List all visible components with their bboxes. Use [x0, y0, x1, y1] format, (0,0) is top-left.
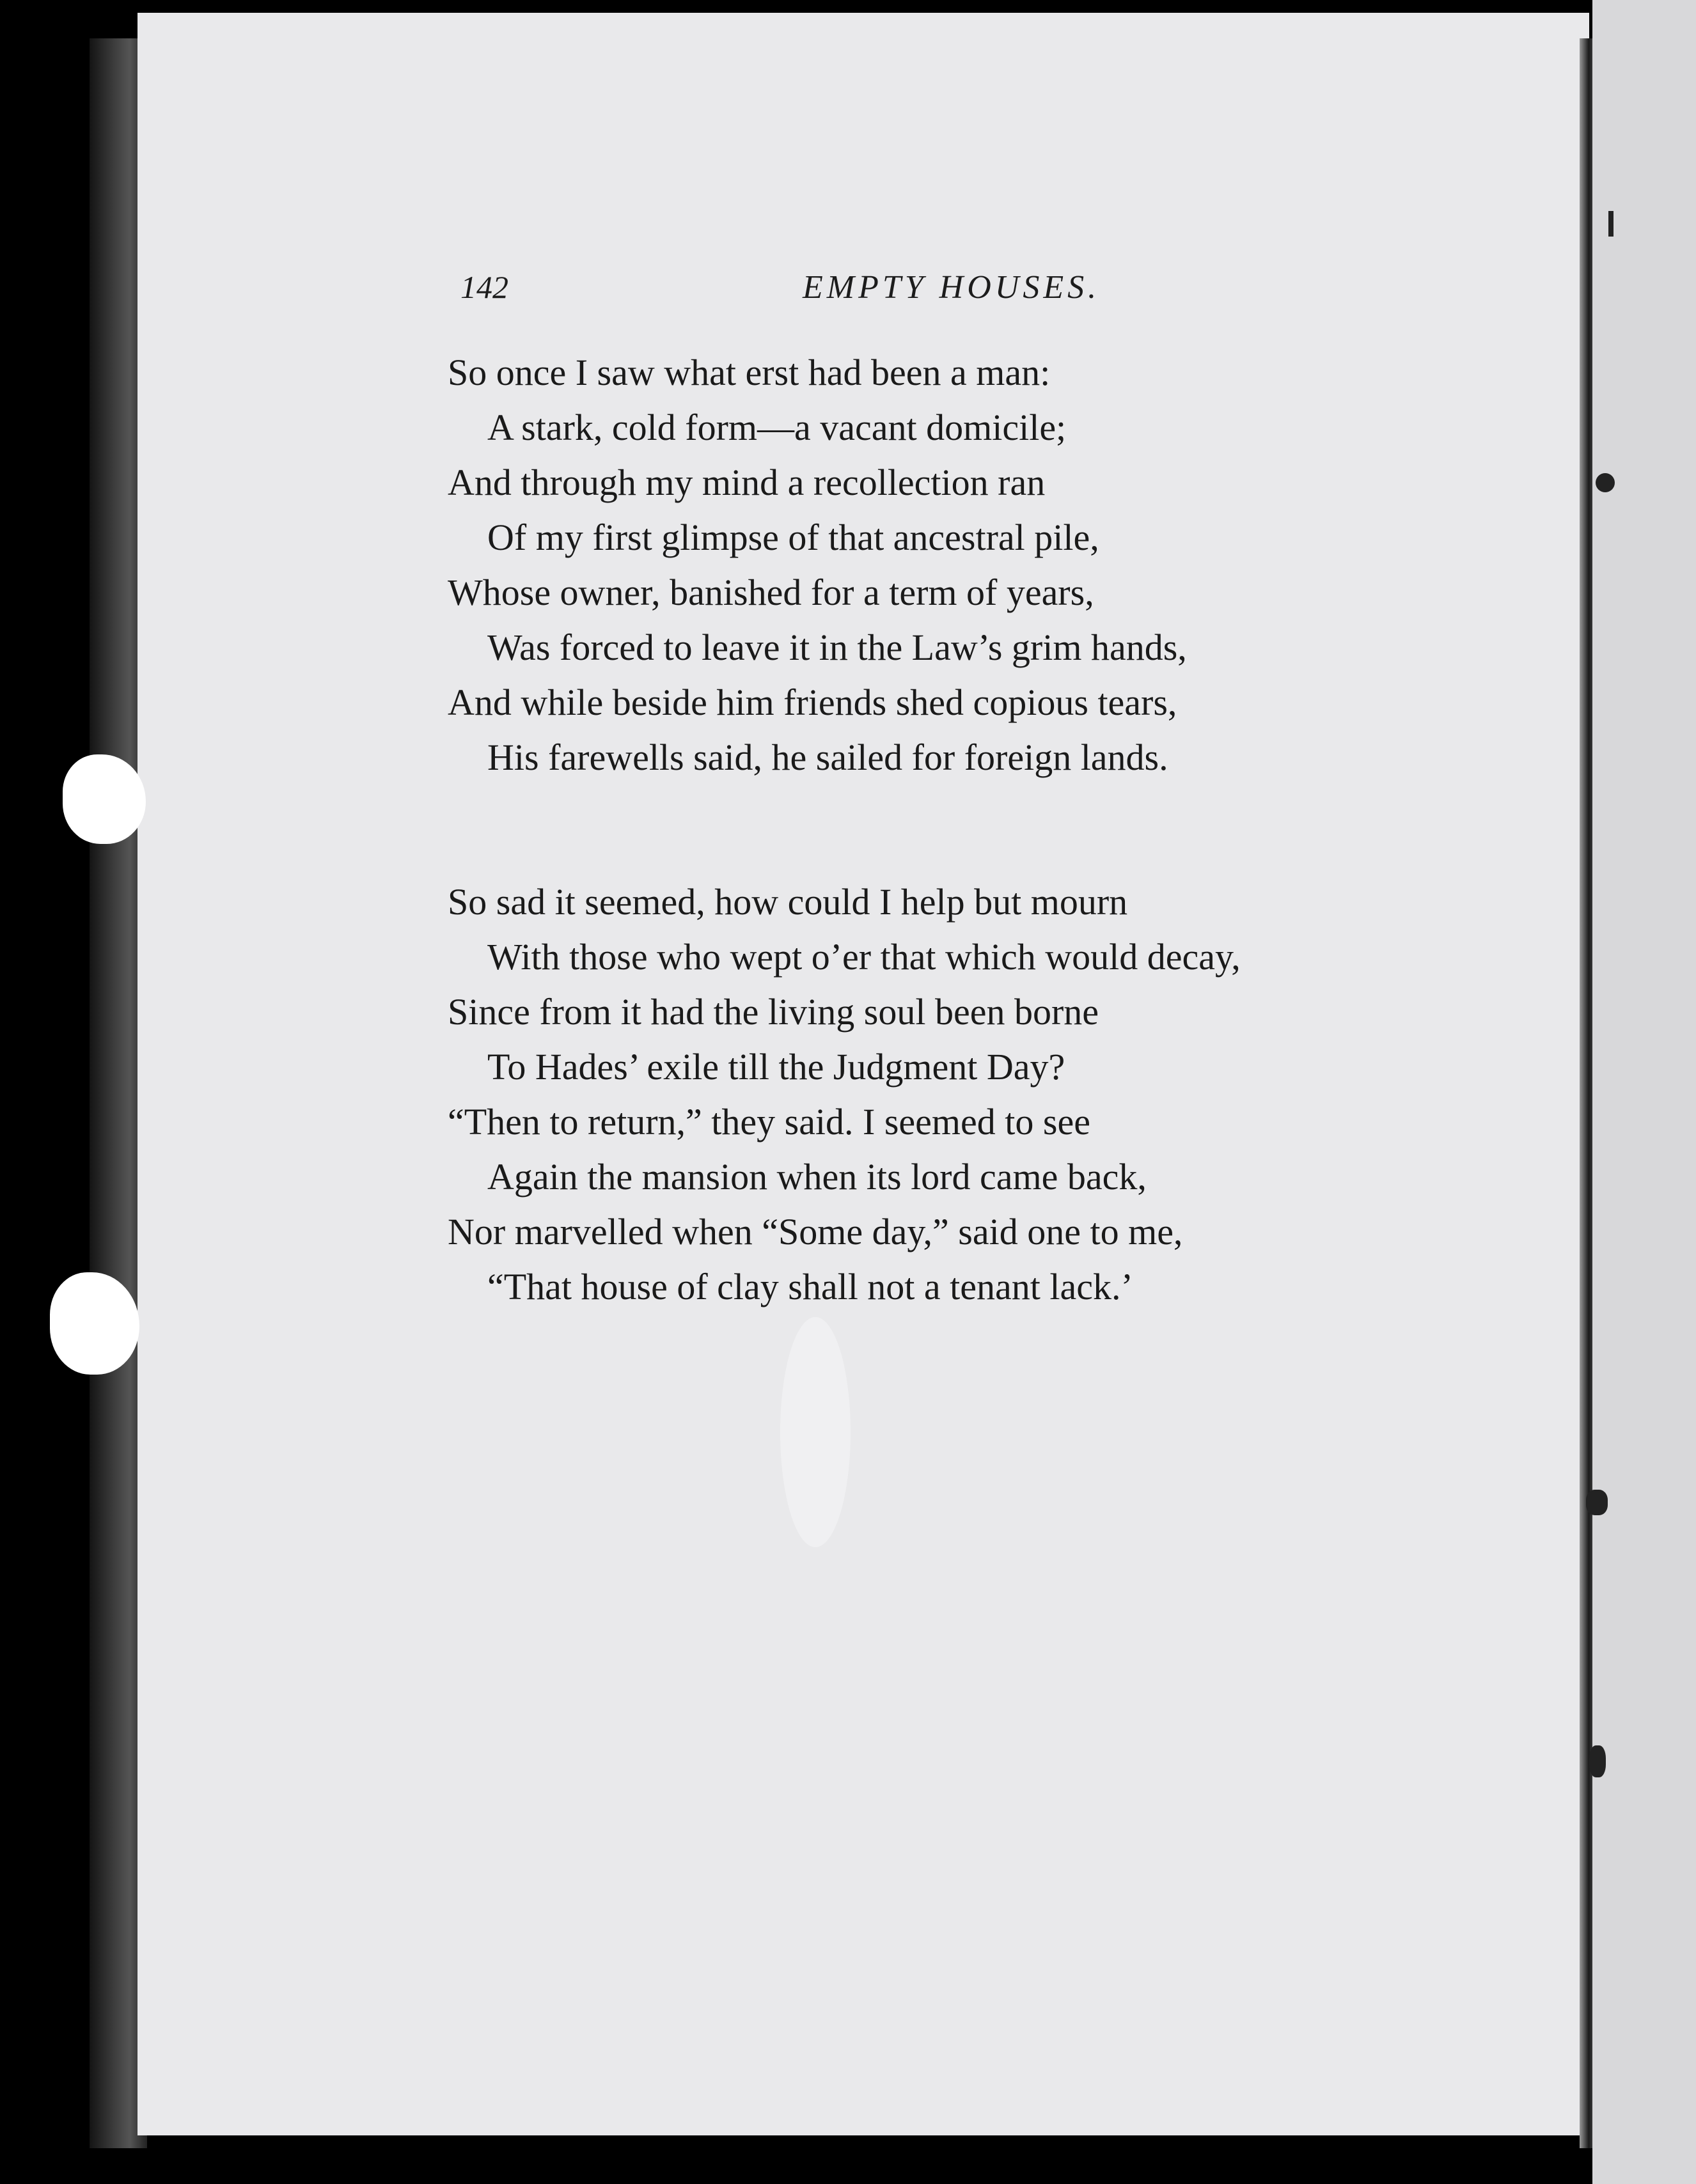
poem-line: And through my mind a recollection ran	[448, 462, 1046, 503]
poem-line: Since from it had the living soul been borne	[448, 991, 1099, 1033]
right-page-edge	[1592, 0, 1696, 2184]
poem-line: So sad it seemed, how could I help but mourn	[448, 881, 1128, 923]
poem-line: “Then to return,” they said. I seemed to see	[448, 1101, 1090, 1143]
ink-mark	[1586, 1490, 1608, 1515]
poem-line: Of my first glimpse of that ancestral pile,	[487, 517, 1099, 558]
poem-line: Nor marvelled when “Some day,” said one to me,	[448, 1211, 1183, 1252]
stanza-1	[448, 345, 1471, 785]
poem-line: So once I saw what erst had been a man:	[448, 352, 1051, 393]
poem-line: To Hades’ exile till the Judgment Day?	[487, 1046, 1065, 1088]
poem-line: Was forced to leave it in the Law’s grim hands,	[487, 627, 1187, 668]
poem-line: And while beside him friends shed copious tears,	[448, 682, 1177, 723]
poem-line: His farewells said, he sailed for foreign lands.	[487, 737, 1168, 778]
ink-mark	[1608, 211, 1614, 237]
poem	[448, 345, 1471, 1404]
poem-line: A stark, cold form—a vacant domicile;	[487, 407, 1067, 448]
poem-line: “That house of clay shall not a tenant lack.’	[487, 1266, 1133, 1307]
stanza-2	[448, 875, 1471, 1314]
poem-line: Whose owner, banished for a term of years,	[448, 572, 1094, 613]
ink-mark	[1596, 473, 1615, 492]
page-title: EMPTY HOUSES.	[803, 269, 1101, 306]
poem-line: Again the mansion when its lord came back,	[487, 1156, 1147, 1197]
page-number: 142	[460, 269, 508, 305]
ink-mark	[1589, 1745, 1606, 1777]
poem-line: With those who wept o’er that which would decay,	[487, 936, 1241, 978]
